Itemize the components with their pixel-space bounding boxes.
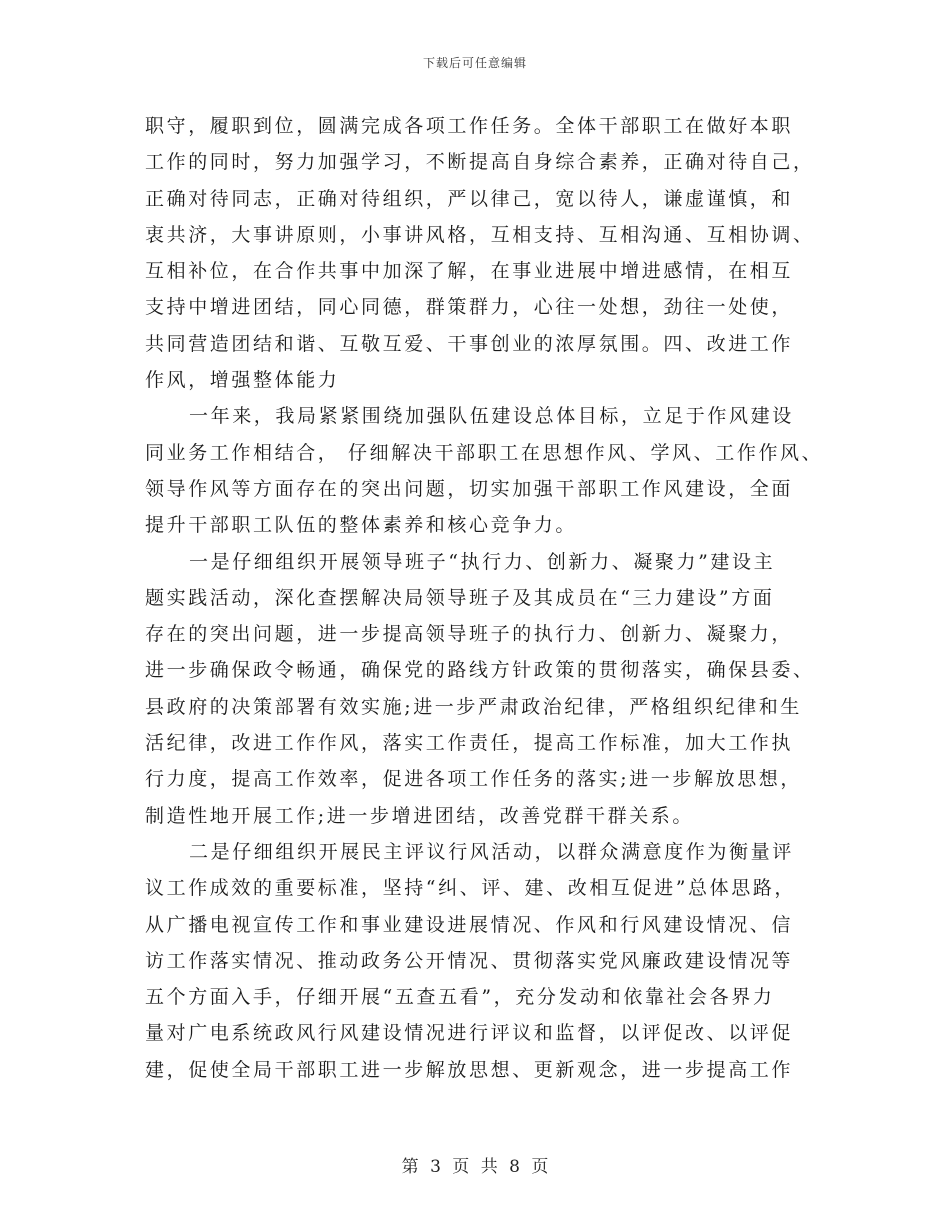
text-line: 进一步确保政令畅通，确保党的路线方针政策的贯彻落实，确保县委、 (145, 659, 815, 682)
text-line: 一是仔细组织开展领导班子“执行力、创新力、凝聚力”建设主 (189, 550, 776, 573)
text-line: 支持中增进团结，同心同德，群策群力，心往一处想，劲往一处使， (145, 296, 794, 319)
text-line: 提升干部职工队伍的整体素养和核心竞争力。 (145, 514, 578, 537)
footer-suffix: 页 (531, 1157, 549, 1177)
page-header: 下载后可任意编辑 (422, 56, 527, 70)
text-line: 量对广电系统政风行风建设情况进行评议和监督，以评促改、以评促 (145, 1022, 794, 1045)
text-line: 从广播电视宣传工作和事业建设进展情况、作风和行风建设情况、信 (145, 913, 794, 936)
text-line: 工作的同时，努力加强学习，不断提高自身综合素养，正确对待自己， (145, 151, 815, 174)
text-line: 存在的突出问题，进一步提高领导班子的执行力、创新力、凝聚力， (145, 623, 794, 646)
text-line: 二是仔细组织开展民主评议行风活动，以群众满意度作为衡量评 (189, 840, 794, 863)
page-footer (0, 1152, 950, 1177)
text-line: 作风，增强整体能力 (145, 369, 340, 392)
text-line: 制造性地开展工作;进一步增进团结，改善党群干群关系。 (145, 804, 695, 827)
footer-current-page: 3 (430, 1157, 441, 1177)
text-line: 一年来，我局紧紧围绕加强队伍建设总体目标，立足于作风建设 (189, 405, 794, 428)
footer-total-pages: 8 (509, 1157, 520, 1177)
footer-page-word: 页 (452, 1157, 470, 1177)
footer-prefix: 第 (401, 1157, 419, 1177)
text-line: 互相补位，在合作共事中加深了解，在事业进展中增进感情，在相互 (145, 260, 794, 283)
text-line: 议工作成效的重要标准，坚持“纠、评、建、改相互促进”总体思路， (145, 877, 797, 900)
text-line: 衷共济，大事讲原则，小事讲风格，互相支持、互相沟通、互相协调、 (145, 223, 815, 246)
text-line: 题实践活动，深化查摆解决局领导班子及其成员在“三力建设”方面 (145, 586, 775, 609)
text-line: 领导作风等方面存在的突出问题，切实加强干部职工作风建设，全面 (145, 477, 794, 500)
text-line: 县政府的决策部署有效实施;进一步严肃政治纪律，严格组织纪律和生 (145, 695, 803, 718)
text-line: 行力度，提高工作效率，促进各项工作任务的落实;进一步解放思想， (145, 768, 803, 791)
text-line: 同业务工作相结合， 仔细解决干部职工在思想作风、学风、工作作风、 (145, 441, 824, 464)
text-line: 访工作落实情况、推动政务公开情况、贯彻落实党风廉政建设情况等 (145, 949, 794, 972)
text-line: 职守，履职到位，圆满完成各项工作任务。全体干部职工在做好本职 (145, 115, 794, 137)
text-line: 共同营造团结和谐、互敬互爱、干事创业的浓厚氛围。四、改进工作 (145, 332, 794, 355)
text-line: 活纪律，改进工作作风，落实工作责任，提高工作标准，加大工作执 (145, 732, 794, 755)
document-body (145, 108, 825, 1088)
text-line: 建，促使全局干部职工进一步解放思想、更新观念，进一步提高工作 (145, 1058, 794, 1081)
footer-total-word: 共 (480, 1157, 498, 1177)
text-line: 五个方面入手，仔细开展“五查五看”，充分发动和依靠社会各界力 (145, 986, 775, 1009)
text-line: 正确对待同志，正确对待组织，严以律己，宽以待人，谦虚谨慎，和 (145, 187, 794, 210)
